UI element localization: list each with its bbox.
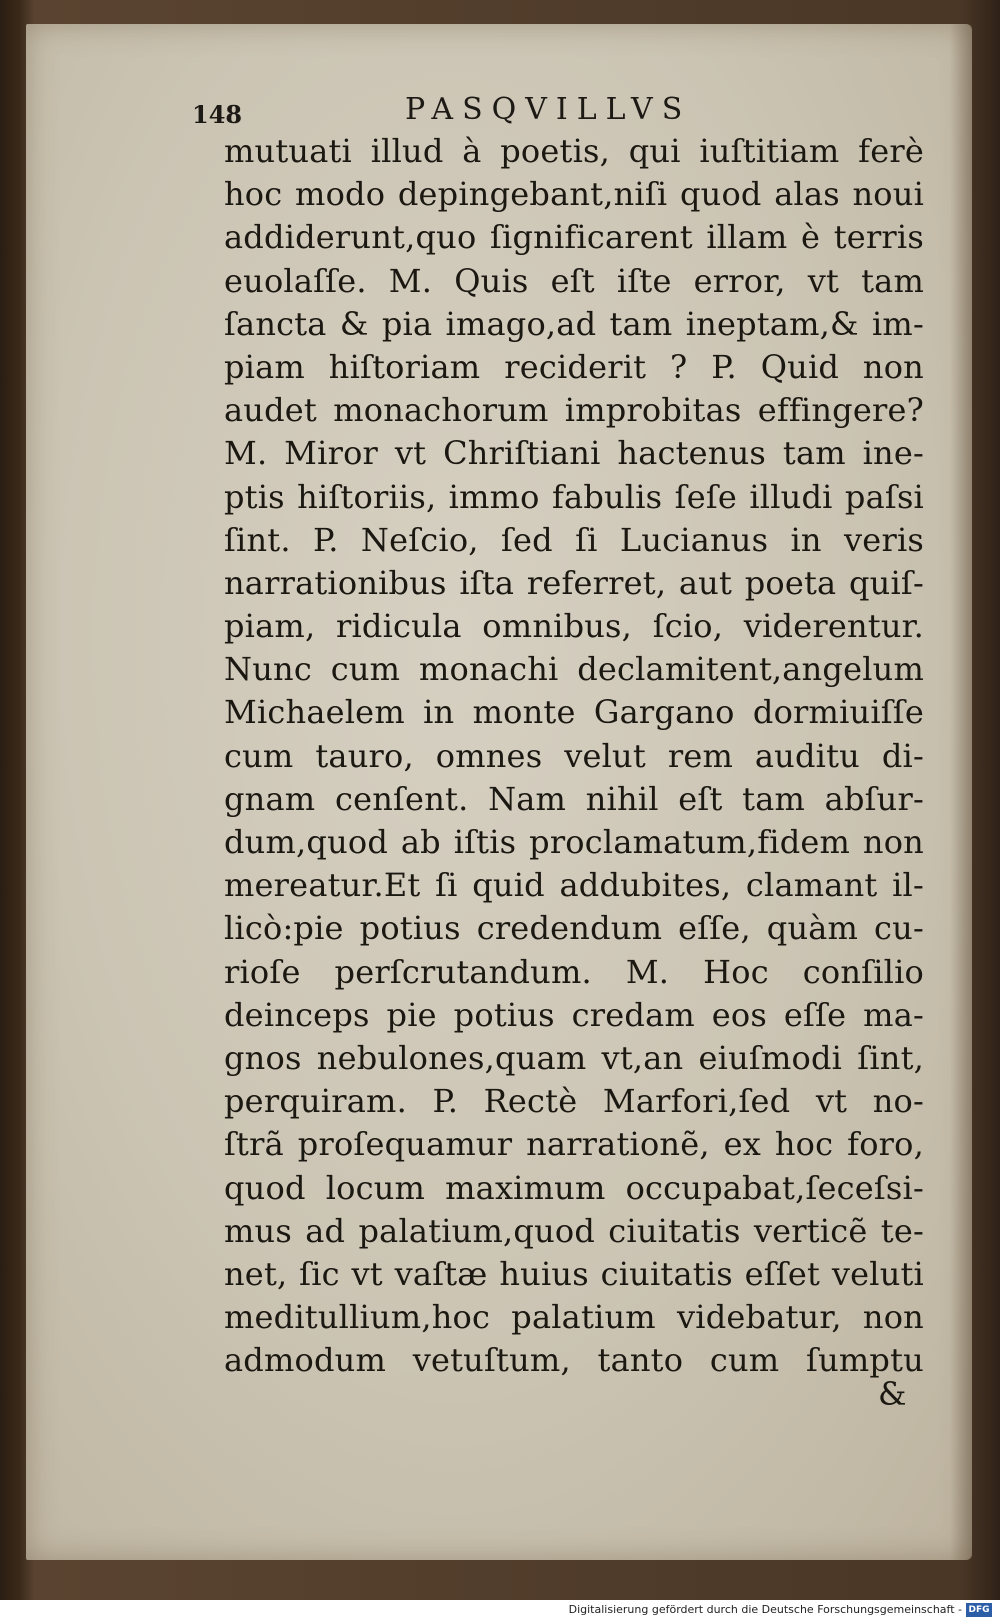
text-line: gnos nebulones,quam vt,an eiuſmodi ſint,	[224, 1038, 924, 1077]
text-line: M. Miror vt Chriſtiani hactenus tam ine-	[224, 434, 924, 473]
footer-bar	[0, 1600, 1000, 1622]
text-line: hoc modo depingebant,niſi quod alas noui	[224, 175, 924, 214]
text-line: addiderunt,quo ſignificarent illam è terris	[224, 218, 924, 257]
text-line: narrationibus iſta referret, aut poeta quiſ-	[224, 563, 924, 602]
text-line: licò:pie potius credendum eſſe, quàm cu-	[224, 909, 924, 948]
text-line: audet monachorum improbitas effingere?	[224, 391, 924, 430]
catchword: &	[878, 1375, 907, 1413]
text-line: ptis hiſtoriis, immo fabulis ſeſe illudi paſsi	[224, 477, 924, 516]
text-line: gnam cenſent. Nam nihil eſt tam abſur-	[224, 779, 924, 818]
text-line: perquiram. P. Rectè Marfori,ſed vt no-	[224, 1082, 924, 1121]
running-title: PASQVILLVS	[405, 92, 692, 127]
text-line: mutuati illud à poetis, qui iuſtitiam ferè	[224, 132, 924, 170]
text-line: cum tauro, omnes velut rem auditu di-	[224, 736, 924, 775]
text-line: Michaelem in monte Gargano dormiuiſſe	[224, 693, 924, 732]
funding-credit: Digitalisierung gefördert durch die Deutsche Forschungsgemeinschaft -	[568, 1603, 962, 1616]
text-line: Nunc cum monachi declamitent,angelum	[224, 650, 924, 689]
page-edge-shadow	[950, 24, 972, 1560]
dfg-logo: DFG	[966, 1603, 992, 1617]
text-line: deinceps pie potius credam eos eſſe ma-	[224, 995, 924, 1034]
text-line: admodum vetuſtum, tanto cum ſumptu	[224, 1341, 924, 1380]
text-block	[224, 130, 924, 1382]
text-line: quod locum maximum occupabat,ſeceſsi-	[224, 1168, 924, 1207]
text-line: dum,quod ab iſtis proclamatum,fidem non	[224, 823, 924, 861]
text-line: net, ſic vt vaſtæ huius ciuitatis eſſet veluti	[224, 1254, 924, 1293]
text-line: rioſe perſcrutandum. M. Hoc conſilio	[224, 952, 924, 991]
text-line: piam, ridicula omnibus, ſcio, viderentur.	[224, 607, 924, 646]
text-line: euolaſſe. M. Quis eſt iſte error, vt tam	[224, 261, 924, 300]
text-line: piam hiſtoriam reciderit ? P. Quid non	[224, 347, 924, 386]
text-line: meditullium,hoc palatium videbatur, non	[224, 1298, 924, 1337]
text-line: ſancta & pia imago,ad tam ineptam,& im-	[224, 304, 924, 343]
text-line: mereatur.Et ſi quid addubites, clamant il-	[224, 866, 924, 905]
page-number: 148	[192, 100, 243, 129]
text-line: ſint. P. Neſcio, ſed ſi Lucianus in veris	[224, 520, 924, 559]
text-line: mus ad palatium,quod ciuitatis verticẽ te-	[224, 1211, 924, 1250]
text-line: ſtrã proſequamur narrationẽ, ex hoc foro,	[224, 1125, 924, 1164]
